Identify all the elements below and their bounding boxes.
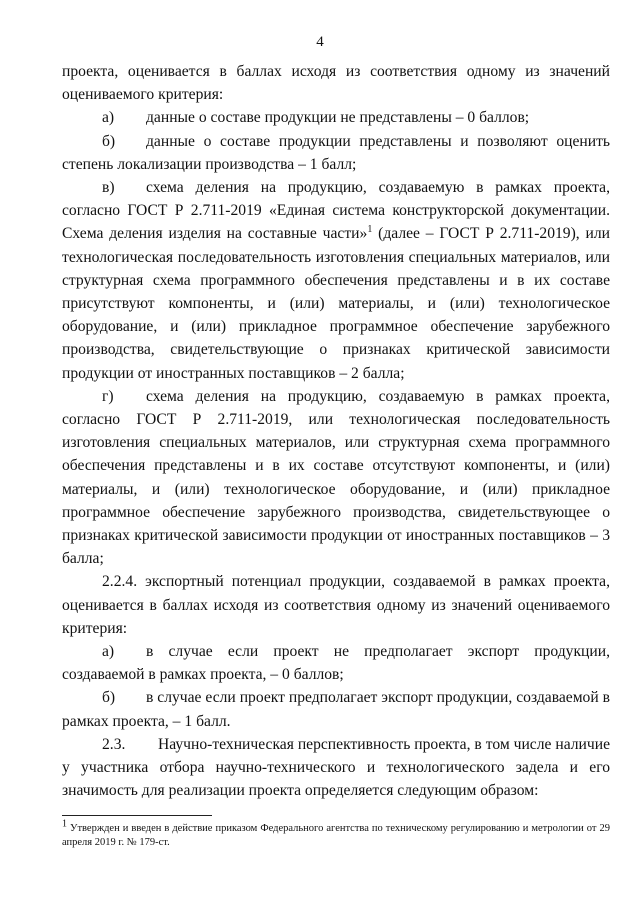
list-item-text: схема деления на продукцию, создаваемую в рамках проекта, согласно ГОСТ Р 2.711-2019 «Единая система конструкторской документации. Схема деления изделия на составные части» bbox=[62, 179, 610, 243]
page-number: 4 bbox=[316, 34, 324, 50]
list-item-b-2 bbox=[62, 686, 610, 732]
footnote-text: Утвержден и введен в действие приказом Федерального агентства по техническому регулированию и метрологии от 29 апреля 2019 г. № 179-ст. bbox=[62, 823, 610, 848]
section-number: 2.3. bbox=[102, 735, 126, 753]
list-marker: в) bbox=[102, 179, 115, 197]
list-marker: а) bbox=[102, 109, 115, 127]
list-item-text: в случае если проект не предполагает экспорт продукции, создаваемой в рамках проекта, – 0 баллов; bbox=[62, 643, 610, 684]
list-marker: б) bbox=[102, 689, 116, 707]
list-item-text: данные о составе продукции представлены и позволяют оценить степень локализации производства – 1 балл; bbox=[62, 132, 610, 173]
list-item-g bbox=[62, 385, 610, 571]
list-item-text: данные о составе продукции не представлены – 0 баллов; bbox=[146, 109, 530, 127]
list-marker: б) bbox=[102, 132, 116, 150]
document-body bbox=[62, 60, 610, 803]
section-2-2-4: 2.2.4. экспортный потенциал продукции, создаваемой в рамках проекта, оценивается в баллах исходя из соответствия одному из значений оцениваемого критерия: bbox=[62, 573, 610, 637]
paragraph-continuation: проекта, оценивается в баллах исходя из соответствия одному из значений оцениваемого критерия: bbox=[62, 63, 610, 104]
list-item-a-1 bbox=[62, 106, 610, 129]
footnote bbox=[62, 818, 610, 850]
list-item-a-2 bbox=[62, 640, 610, 686]
section-2-3 bbox=[62, 733, 610, 803]
list-marker: г) bbox=[102, 387, 114, 405]
list-item-b-1 bbox=[62, 130, 610, 176]
footnote-number: 1 bbox=[62, 818, 67, 830]
list-item-v bbox=[62, 176, 610, 385]
list-item-text: в случае если проект предполагает экспорт продукции, создаваемой в рамках проекта, – 1 балл. bbox=[62, 689, 610, 730]
section-text: Научно-техническая перспективность проекта, в том числе наличие у участника отбора научно-технического и технологического задела и его значимость для реализации проекта определяется следующим образом: bbox=[62, 735, 610, 800]
list-item-text: схема деления на продукцию, создаваемую в рамках проекта, согласно ГОСТ Р 2.711-2019, или технологическая последовательность изготовления специальных материалов, или структурная схема программного обеспечения представлены и в их составе отсутствуют компоненты, и (или) материалы, и (или) технологическое оборудование, и (или) прикладное программное обеспечение зарубежного производства, свидетельствующее о признаках критической зависимости продукции от иностранных поставщиков – 3 балла; bbox=[62, 387, 610, 568]
list-item-text: (далее – ГОСТ Р 2.711-2019), или технологическая последовательность изготовления специальных материалов, или структурная схема программного обеспечения представлены и в их составе присутствуют компоненты, и (или) материалы, и (или) технологическое оборудование, и (или) прикладное программное обеспечение зарубежного производства, свидетельствующие о признаках критической зависимости продукции от иностранных поставщиков – 2 балла; bbox=[62, 225, 610, 382]
footnote-divider bbox=[62, 815, 212, 816]
footnote-reference[interactable]: 1 bbox=[367, 224, 373, 236]
list-marker: а) bbox=[102, 643, 115, 661]
